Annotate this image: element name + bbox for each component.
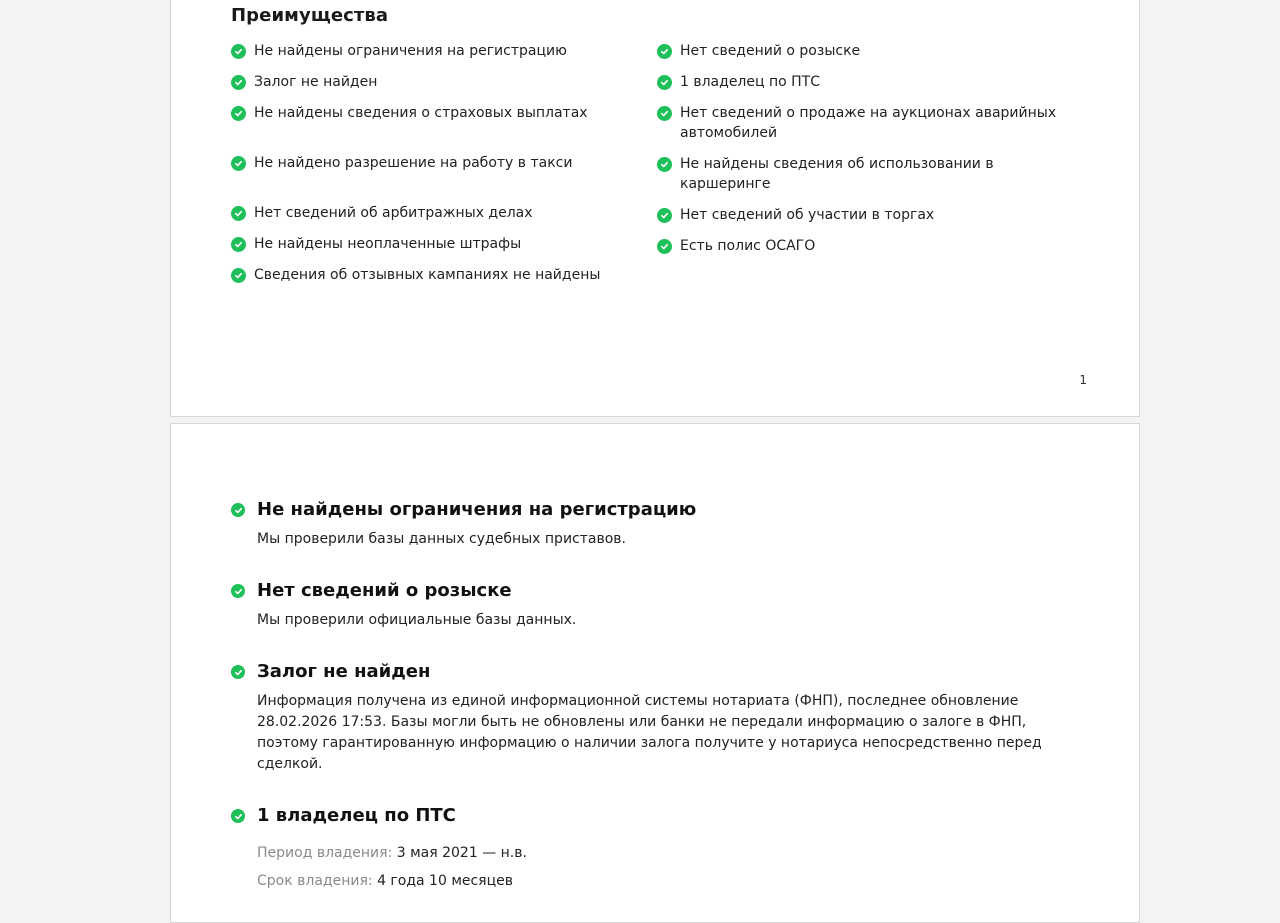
section-title: Нет сведений о розыске: [231, 579, 1051, 603]
check-circle-icon: [657, 44, 672, 59]
advantage-item: Не найдены сведения об использовании в каршеринге: [657, 154, 1077, 194]
ownership-duration-row: Срок владения: 4 года 10 месяцев: [257, 873, 514, 889]
check-circle-icon: [657, 106, 672, 121]
advantages-left-column: [231, 41, 651, 296]
check-circle-icon: [231, 268, 246, 283]
page-number: 1: [1079, 373, 1087, 387]
check-circle-icon: [231, 156, 246, 171]
check-circle-icon: [231, 237, 246, 252]
section-body: Информация получена из единой информационной системы нотариата (ФНП), последнее обновление 28.02.2026 17:53. Базы могли быть не обновлены или банки не передали информацию о залоге в ФНП, поэтому гарантированную информацию о наличии залога получите у нотариуса непосредственно перед сделкой.: [257, 693, 1042, 772]
advantage-item: Залог не найден: [231, 72, 651, 92]
detail-section-owners: [231, 804, 1051, 891]
advantage-item: Не найдено разрешение на работу в такси: [231, 153, 651, 173]
section-title: Залог не найден: [231, 660, 1051, 684]
check-circle-icon: [657, 157, 672, 172]
check-circle-icon: [231, 584, 245, 598]
advantage-item: Нет сведений о продаже на аукционах аварийных автомобилей: [657, 103, 1077, 143]
section-body: Мы проверили базы данных судебных приставов.: [257, 531, 626, 547]
check-circle-icon: [231, 503, 245, 517]
check-circle-icon: [657, 239, 672, 254]
detail-section-registration: [231, 498, 1051, 550]
advantage-item: Не найдены неоплаченные штрафы: [231, 234, 651, 254]
advantages-right-column: [657, 41, 1077, 267]
advantages-title: Преимущества: [231, 5, 389, 26]
advantage-item: Не найдены сведения о страховых выплатах: [231, 103, 651, 123]
check-circle-icon: [231, 206, 246, 221]
advantage-item: Нет сведений о розыске: [657, 41, 1077, 61]
advantage-item: Не найдены ограничения на регистрацию: [231, 41, 651, 61]
check-circle-icon: [657, 75, 672, 90]
ownership-period-row: Период владения: 3 мая 2021 — н.в.: [257, 845, 527, 861]
section-title: 1 владелец по ПТС: [231, 804, 1051, 828]
advantage-item: Нет сведений об арбитражных делах: [231, 203, 651, 223]
section-body: Мы проверили официальные базы данных.: [257, 612, 577, 628]
advantage-item: 1 владелец по ПТС: [657, 72, 1077, 92]
section-title: Не найдены ограничения на регистрацию: [231, 498, 1051, 522]
detail-section-wanted: [231, 579, 1051, 631]
check-circle-icon: [231, 44, 246, 59]
check-circle-icon: [231, 75, 246, 90]
check-circle-icon: [231, 809, 245, 823]
report-page-2: [170, 423, 1140, 923]
detail-section-pledge: [231, 660, 1051, 775]
check-circle-icon: [231, 106, 246, 121]
advantage-item: Нет сведений об участии в торгах: [657, 205, 1077, 225]
check-circle-icon: [657, 208, 672, 223]
advantage-item: Есть полис ОСАГО: [657, 236, 1077, 256]
check-circle-icon: [231, 665, 245, 679]
report-page-1: [170, 0, 1140, 417]
advantage-item: Сведения об отзывных кампаниях не найдены: [231, 265, 651, 285]
